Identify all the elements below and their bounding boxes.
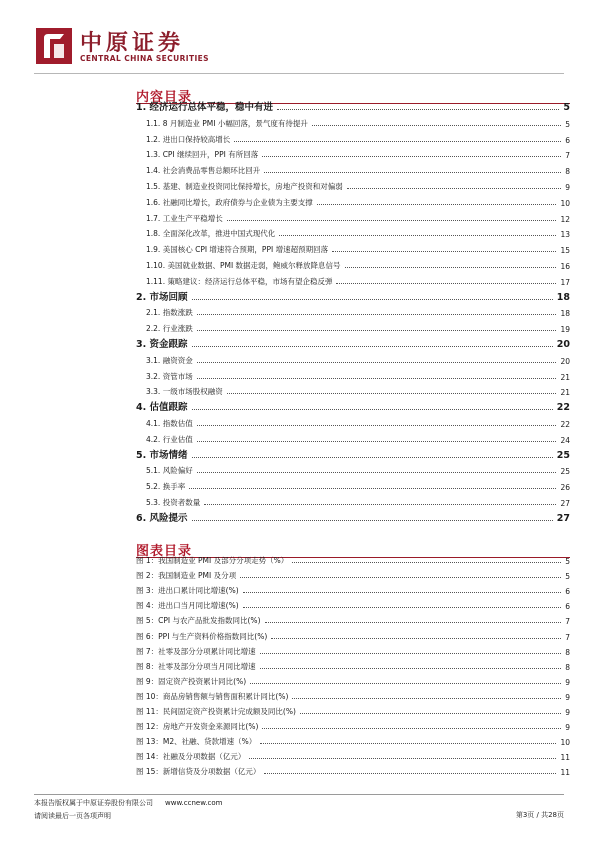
toc-entry-label: 1.1. 8 月制造业 PMI 小幅回落，景气度有待提升 [146, 118, 308, 128]
figure-entry-label: 图 15：新增信贷及分项数据（亿元） [136, 767, 261, 777]
dot-leader [197, 330, 557, 331]
toc-entry-page-number: 18 [560, 309, 570, 319]
dot-leader [250, 683, 561, 684]
dot-leader [260, 743, 556, 744]
toc-entry-label: 2. 市场回顾 [136, 291, 188, 303]
toc-entry-row[interactable] [136, 320, 570, 334]
toc-entry-label: 1.2. 进出口保持较高增长 [146, 134, 231, 144]
toc-entry-row[interactable] [136, 146, 570, 160]
dot-leader [292, 562, 561, 563]
toc-entry-row[interactable] [136, 178, 570, 192]
toc-entry-row[interactable] [136, 273, 570, 287]
dot-leader [192, 520, 553, 521]
toc-entry-label: 3.3. 一级市场股权融资 [146, 387, 223, 397]
footer-page-info: 第3页 / 共28页 [515, 811, 564, 819]
figure-entry-label: 图 9：固定资产投资累计同比(%) [136, 676, 247, 686]
dot-leader [197, 441, 557, 442]
toc-entry-row[interactable] [136, 225, 570, 239]
toc-entry-row[interactable] [136, 289, 570, 303]
dot-leader [197, 378, 557, 379]
toc-entry-row[interactable] [136, 510, 570, 524]
dot-leader [249, 758, 556, 759]
report-header [34, 22, 564, 80]
figure-entry-page-number: 9 [565, 692, 570, 702]
toc-entry-label: 1.4. 社会消费品零售总额环比回升 [146, 166, 261, 176]
dot-leader [262, 156, 561, 157]
figure-entry-row[interactable] [136, 597, 570, 611]
toc-entry-row[interactable] [136, 494, 570, 508]
toc-entry-page-number: 5 [563, 102, 570, 113]
toc-entry-label: 3. 资金跟踪 [136, 339, 188, 350]
company-name-en: CENTRAL CHINA SECURITIES [80, 54, 209, 63]
toc-entry-page-number: 27 [556, 512, 570, 524]
figure-entry-page-number: 7 [565, 617, 570, 627]
toc-entry-page-number: 24 [560, 435, 570, 445]
dot-leader [279, 235, 556, 236]
figure-entry-page-number: 8 [565, 662, 570, 672]
toc-entry-label: 1.6. 社融同比增长，政府债券与企业债为主要支撑 [146, 197, 313, 207]
toc-entry-page-number: 17 [560, 277, 570, 287]
figure-entry-label: 图 10：商品房销售额与销售面积累计同比(%) [136, 691, 289, 701]
figure-entry-label: 图 7：社零及部分分项累计同比增速 [136, 646, 256, 656]
toc-entry-page-number: 20 [560, 356, 570, 366]
toc-entry-label: 1.11. 策略建议：经济运行总体平稳，市场有望企稳反弹 [146, 276, 333, 286]
toc-entry-label: 6. 风险提示 [136, 512, 188, 524]
dot-leader [240, 577, 561, 578]
toc-entry-label: 5.1. 风险偏好 [146, 466, 193, 476]
toc-entry-label: 3.1. 融资资金 [146, 355, 193, 365]
figure-entry-row[interactable] [136, 628, 570, 642]
figure-entry-label: 图 4：进出口当月同比增速(%) [136, 601, 239, 611]
dot-leader [197, 362, 557, 363]
toc-entry-row[interactable] [136, 304, 570, 318]
figure-entry-label: 图 8：社零及部分分项当月同比增速 [136, 661, 256, 671]
toc-entry-page-number: 10 [560, 198, 570, 208]
toc-entry-page-number: 26 [560, 483, 570, 493]
toc-entry-page-number: 12 [560, 214, 570, 224]
toc-entry-row[interactable] [136, 257, 570, 271]
figure-entry-row[interactable] [136, 612, 570, 626]
toc-entry-page-number: 22 [560, 420, 570, 429]
toc-entry-row[interactable] [136, 431, 570, 445]
figure-entry-page-number: 11 [560, 753, 570, 763]
toc-entry-label: 4.1. 指数估值 [146, 419, 193, 428]
figure-entry-label: 图 3：进出口累计同比增速(%) [136, 586, 239, 596]
dot-leader [192, 409, 553, 410]
figure-entry-row[interactable] [136, 582, 570, 596]
toc-entry-row[interactable] [136, 478, 570, 492]
footer-url-link[interactable]: www.ccnew.com [165, 799, 223, 807]
toc-entry-page-number: 27 [560, 499, 570, 508]
toc-entry-page-number: 22 [556, 402, 570, 414]
dot-leader [192, 457, 553, 458]
figure-entry-page-number: 9 [565, 677, 570, 687]
toc-entry-page-number: 16 [560, 262, 570, 271]
company-name-cn: 中原证券 [80, 31, 185, 56]
dot-leader [197, 425, 557, 426]
dot-leader [204, 504, 556, 505]
dot-leader [260, 668, 562, 669]
toc-entry-label: 2.1. 指数涨跌 [146, 308, 193, 318]
figure-entry-row[interactable] [136, 688, 570, 702]
dot-leader [197, 472, 557, 473]
figure-entry-label: 图 12：房地产开发资金来源同比(%) [136, 722, 259, 732]
toc-entry-row[interactable] [136, 336, 570, 350]
toc-entry-page-number: 25 [556, 449, 570, 461]
dot-leader [300, 713, 561, 714]
toc-entry-row[interactable] [136, 99, 570, 113]
figure-entry-row[interactable] [136, 733, 570, 747]
toc-entry-row[interactable] [136, 210, 570, 224]
dot-leader [312, 125, 561, 126]
toc-entry-label: 5.2. 换手率 [146, 482, 186, 492]
dot-leader [265, 622, 562, 623]
figure-entry-label: 图 1：我国制造业 PMI 及部分分项走势（%） [136, 556, 289, 565]
toc-entry-label: 1.7. 工业生产平稳增长 [146, 213, 223, 223]
dot-leader [243, 592, 562, 593]
toc-entry-row[interactable] [136, 162, 570, 176]
figure-entry-label: 图 13：M2、社融、贷款增速（%） [136, 737, 257, 747]
dot-leader [332, 251, 556, 252]
toc-entry-page-number: 21 [560, 372, 570, 382]
dot-leader [197, 314, 557, 315]
figure-entry-page-number: 9 [565, 723, 570, 733]
dot-leader [227, 393, 557, 394]
toc-entry-page-number: 15 [560, 246, 570, 256]
dot-leader [262, 728, 561, 729]
toc-entry-row[interactable] [136, 462, 570, 476]
toc-entry-page-number: 21 [560, 388, 570, 398]
figure-entry-page-number: 9 [565, 708, 570, 717]
figure-entry-label: 图 2：我国制造业 PMI 及分项 [136, 571, 237, 581]
company-logo-icon [34, 26, 74, 66]
toc-entry-row[interactable] [136, 415, 570, 429]
dot-leader [227, 220, 557, 221]
dot-leader [189, 488, 556, 489]
figure-entry-row[interactable] [136, 748, 570, 762]
figure-entry-label: 图 14：社融及分项数据（亿元） [136, 752, 246, 762]
figure-entry-page-number: 5 [565, 557, 570, 566]
footer-left [34, 797, 222, 823]
toc-entry-row[interactable] [136, 352, 570, 366]
footer-divider [34, 794, 564, 795]
dot-leader [271, 638, 561, 639]
figure-entry-label: 图 5：CPI 与农产品批发指数同比(%) [136, 616, 261, 626]
toc-entry-page-number: 19 [560, 325, 570, 335]
dot-leader [260, 653, 562, 654]
figure-entry-page-number: 10 [560, 738, 570, 748]
toc-entry-page-number: 6 [565, 135, 570, 145]
toc-entry-row[interactable] [136, 131, 570, 145]
footer-disclaimer: 请阅读最后一页各项声明 [34, 812, 111, 820]
figure-entry-row[interactable] [136, 567, 570, 581]
dot-leader [264, 773, 556, 774]
dot-leader [264, 172, 561, 173]
figure-entry-row[interactable] [136, 673, 570, 687]
dot-leader [234, 141, 561, 142]
figures-title: 图表目录 [136, 544, 193, 559]
dot-leader [192, 299, 553, 300]
dot-leader [292, 698, 561, 699]
toc-entry-label: 4. 估值跟踪 [136, 402, 188, 414]
toc-entry-page-number: 9 [565, 183, 570, 192]
dot-leader [277, 109, 559, 110]
toc-entry-page-number: 13 [560, 230, 570, 240]
toc-entry-label: 1.10. 美国就业数据、PMI 数据走弱，鲍威尔释放降息信号 [146, 261, 341, 270]
toc-entry-label: 1.3. CPI 继续回升，PPI 有所回落 [146, 150, 259, 160]
toc-entry-label: 3.2. 资管市场 [146, 371, 193, 381]
toc-entry-page-number: 7 [565, 151, 570, 161]
toc-entry-label: 1.5. 基建、制造业投资同比保持增长，房地产投资和对偏弱 [146, 182, 343, 191]
toc-entry-label: 5.3. 投资者数量 [146, 498, 201, 507]
dot-leader [336, 283, 556, 284]
toc-entry-row[interactable] [136, 194, 570, 208]
toc-entry-label: 2.2. 行业涨跌 [146, 324, 193, 334]
toc-entry-page-number: 18 [556, 291, 570, 303]
toc-entry-page-number: 8 [565, 167, 570, 177]
toc-entry-page-number: 20 [556, 339, 570, 350]
figure-entry-label: 图 11：民间固定资产投资累计完成额及同比(%) [136, 707, 296, 716]
figure-entry-page-number: 8 [565, 647, 570, 657]
toc-entry-label: 5. 市场情绪 [136, 449, 188, 461]
dot-leader [243, 607, 562, 608]
toc-entry-label: 1. 经济运行总体平稳，稳中有进 [136, 102, 274, 113]
toc-entry-row[interactable] [136, 383, 570, 397]
header-divider [34, 73, 564, 74]
toc-entry-label: 1.9. 美国核心 CPI 增速符合预期，PPI 增速超预期回落 [146, 245, 329, 255]
figure-entry-row[interactable] [136, 703, 570, 717]
toc-title: 内容目录 [136, 90, 193, 105]
figure-entry-page-number: 7 [565, 632, 570, 642]
toc-entry-row[interactable] [136, 115, 570, 129]
figure-entry-row[interactable] [136, 763, 570, 777]
toc-entry-row[interactable] [136, 241, 570, 255]
figure-entry-page-number: 5 [565, 572, 570, 582]
toc-entry-page-number: 5 [565, 119, 570, 129]
toc-entry-row[interactable] [136, 399, 570, 413]
footer-copyright: 本报告版权属于中原证券股份有限公司 [34, 799, 153, 807]
toc-entry-page-number: 25 [560, 467, 570, 477]
figure-entry-row[interactable] [136, 658, 570, 672]
figure-entry-label: 图 6：PPI 与生产资料价格指数同比(%) [136, 631, 268, 641]
figure-entry-row[interactable] [136, 643, 570, 657]
figure-entry-row[interactable] [136, 718, 570, 732]
figure-entry-page-number: 6 [565, 587, 570, 597]
dot-leader [317, 204, 557, 205]
figure-entry-row[interactable] [136, 552, 570, 566]
dot-leader [347, 188, 562, 189]
figure-entry-page-number: 6 [565, 602, 570, 612]
toc-entry-row[interactable] [136, 447, 570, 461]
dot-leader [192, 346, 553, 347]
toc-entry-label: 1.8. 全面深化改革，推进中国式现代化 [146, 229, 276, 239]
toc-entry-row[interactable] [136, 368, 570, 382]
figure-entry-page-number: 11 [560, 768, 570, 778]
dot-leader [345, 267, 557, 268]
toc-entry-label: 4.2. 行业估值 [146, 434, 193, 444]
